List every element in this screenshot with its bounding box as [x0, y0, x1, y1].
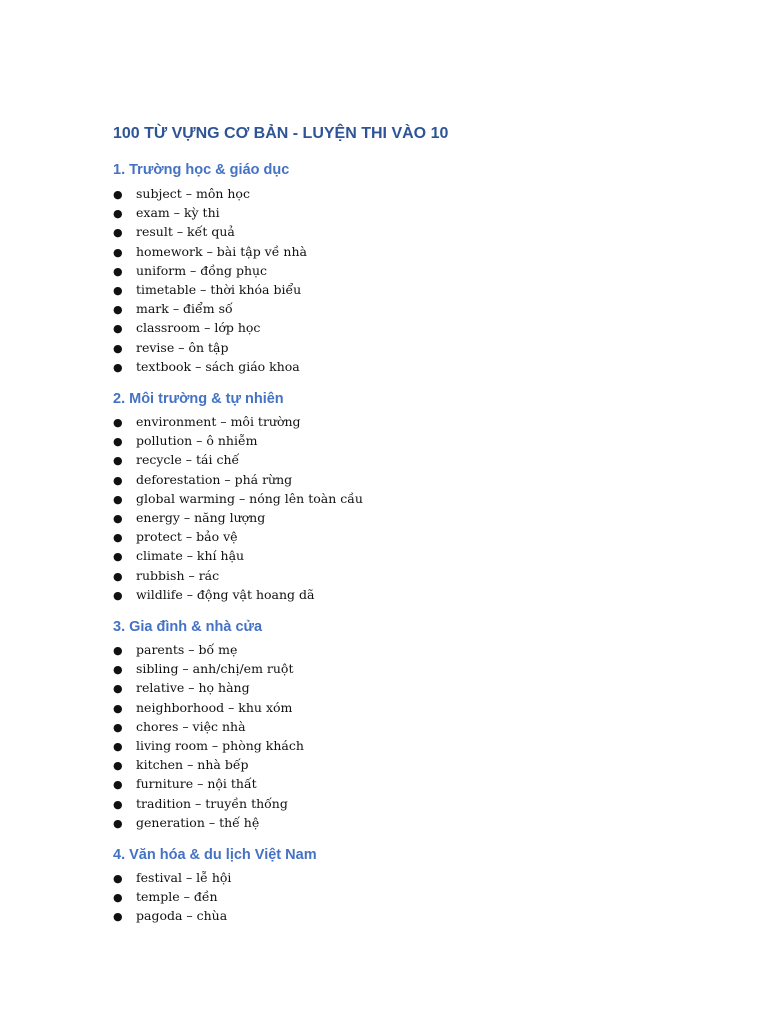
list-item: ● rubbish – rác	[113, 566, 363, 585]
bullet-icon: ●	[113, 778, 123, 792]
list-item: ● result – kết quả	[113, 222, 307, 241]
list-item: ● timetable – thời khóa biểu	[113, 280, 307, 299]
bullet-icon: ●	[113, 891, 123, 905]
bullet-icon: ●	[113, 245, 123, 259]
bullet-icon: ●	[113, 226, 123, 240]
bullet-icon: ●	[113, 454, 123, 468]
bullet-icon: ●	[113, 872, 123, 885]
bullet-icon: ●	[113, 492, 123, 506]
section-heading-family: 3. Gia đình & nhà cửa	[113, 619, 263, 635]
list-item: ● environment – môi trường	[113, 412, 363, 431]
list-item: ● protect – bảo vệ	[113, 527, 363, 546]
bullet-icon: ●	[113, 207, 123, 221]
bullet-icon: ●	[113, 511, 123, 525]
bullet-icon: ●	[113, 473, 123, 487]
bullet-icon: ●	[113, 739, 123, 753]
bullet-icon: ●	[113, 797, 123, 811]
list-item: ● living room – phòng khách	[113, 736, 304, 755]
bullet-icon: ●	[113, 816, 123, 830]
bullet-icon: ●	[113, 663, 123, 677]
list-item: ● pagoda – chùa	[113, 906, 231, 925]
bullet-icon: ●	[113, 283, 123, 297]
bullet-icon: ●	[113, 360, 123, 374]
list-item: ● deforestation – phá rừng	[113, 470, 363, 489]
section-heading-culture: 4. Văn hóa & du lịch Việt Nam	[113, 847, 317, 863]
list-item: ● uniform – đồng phục	[113, 261, 307, 280]
section-heading-school: 1. Trường học & giáo dục	[113, 162, 290, 178]
bullet-icon: ●	[113, 531, 123, 545]
bullet-icon: ●	[113, 569, 123, 583]
vocab-list-culture	[113, 868, 231, 926]
bullet-icon: ●	[113, 682, 123, 696]
list-item: ● temple – đền	[113, 887, 231, 906]
bullet-icon: ●	[113, 701, 123, 715]
bullet-icon: ●	[113, 910, 123, 924]
vocab-list-environment	[113, 412, 363, 604]
list-item: ● generation – thế hệ	[113, 813, 304, 832]
bullet-icon: ●	[113, 341, 123, 355]
bullet-icon: ●	[113, 264, 123, 278]
bullet-icon: ●	[113, 416, 123, 429]
section-heading-environment: 2. Môi trường & tự nhiên	[113, 391, 284, 407]
vocab-list-family	[113, 640, 304, 832]
list-item: ● wildlife – động vật hoang dã	[113, 585, 363, 604]
list-item: ● textbook – sách giáo khoa	[113, 357, 307, 376]
list-item: ● pollution – ô nhiễm	[113, 431, 363, 450]
list-item: ● exam – kỳ thi	[113, 203, 307, 222]
list-item: ● relative – họ hàng	[113, 678, 304, 697]
list-item: ● energy – năng lượng	[113, 508, 363, 527]
list-item: ● kitchen – nhà bếp	[113, 755, 304, 774]
list-item: ● parents – bố mẹ	[113, 640, 304, 659]
list-item: ● sibling – anh/chị/em ruột	[113, 659, 304, 678]
bullet-icon: ●	[113, 550, 123, 564]
bullet-icon: ●	[113, 720, 123, 734]
list-item: ● furniture – nội thất	[113, 774, 304, 793]
document-title: 100 TỪ VỰNG CƠ BẢN - LUYỆN THI VÀO 10	[113, 125, 449, 142]
bullet-icon: ●	[113, 759, 123, 773]
list-item: ● neighborhood – khu xóm	[113, 698, 304, 717]
list-item: ● festival – lễ hội	[113, 868, 231, 887]
list-item: ● global warming – nóng lên toàn cầu	[113, 489, 363, 508]
list-item: ● chores – việc nhà	[113, 717, 304, 736]
vocab-list-school	[113, 184, 307, 376]
list-item: ● tradition – truyền thống	[113, 794, 304, 813]
bullet-icon: ●	[113, 588, 123, 602]
bullet-icon: ●	[113, 303, 123, 317]
bullet-icon: ●	[113, 188, 123, 201]
list-item: ● mark – điểm số	[113, 299, 307, 318]
list-item: ● climate – khí hậu	[113, 546, 363, 565]
list-item: ● subject – môn học	[113, 184, 307, 203]
bullet-icon: ●	[113, 644, 123, 657]
list-item: ● recycle – tái chế	[113, 450, 363, 469]
list-item: ● classroom – lớp học	[113, 318, 307, 337]
list-item: ● revise – ôn tập	[113, 338, 307, 357]
list-item: ● homework – bài tập về nhà	[113, 242, 307, 261]
bullet-icon: ●	[113, 435, 123, 449]
bullet-icon: ●	[113, 322, 123, 336]
